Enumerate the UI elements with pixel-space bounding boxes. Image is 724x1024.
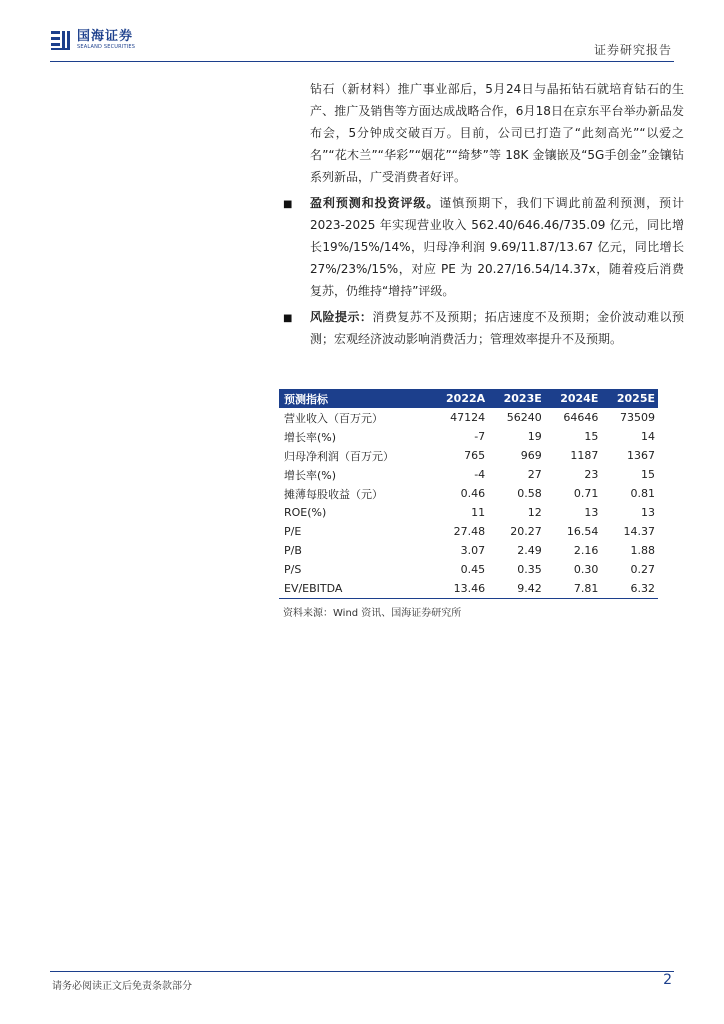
- table-row: [279, 427, 658, 446]
- row-label-cell: 归母净利润（百万元）: [284, 449, 394, 463]
- disclaimer-note: 请务必阅读正文后免责条款部分: [52, 981, 192, 992]
- value-cell: 23: [584, 468, 599, 481]
- value-cell: 12: [527, 506, 542, 519]
- value-cell: 13.46: [430, 579, 488, 599]
- row-label-cell: P/E: [284, 525, 302, 538]
- value-cell: 73509: [620, 411, 655, 424]
- table-header-cell: 预测指标: [279, 389, 430, 408]
- table-row: [279, 484, 658, 503]
- table-row: [279, 541, 658, 560]
- row-label-cell: 摊薄每股收益（元）: [284, 487, 383, 501]
- value-cell: 9.42: [488, 579, 545, 599]
- value-cell: -4: [474, 468, 486, 481]
- paragraph-earnings-forecast: [310, 192, 684, 302]
- table-row: [279, 503, 658, 522]
- table-header-cell: 2024E: [545, 389, 602, 408]
- risk-heading: 风险提示：: [310, 310, 373, 324]
- paragraph-product-launch: 钻石（新材料）推广事业部后，5月24日与晶拓钻石就培育钻石的生产、推广及销售等方面达成战略合作，6月18日在京东平台举办新品发布会，5分钟成交破百万。目前，公司已打造了“此刻高光”“以爱之名”“花木兰”“华彩”“姻花”“绮梦”等 18K 金镶嵌及“5G手创金”金镶钻系列新品，广受消费者好评。: [310, 82, 684, 184]
- value-cell: 64646: [563, 411, 599, 424]
- risk-body: 消费复苏不及预期；拓店速度不及预期；金价波动难以预测；宏观经济波动影响消费活力；管理效率提升不及预期。: [310, 310, 684, 346]
- value-cell: 13: [641, 506, 655, 519]
- page-header: [0, 0, 724, 62]
- forecast-table: [279, 389, 658, 599]
- value-cell: 1367: [627, 449, 655, 462]
- value-cell: 0.45: [460, 563, 486, 576]
- report-type-label: 证券研究报告: [593, 43, 672, 57]
- table-row: [279, 408, 658, 427]
- logo-icon: [50, 29, 72, 51]
- value-cell: 0.27: [630, 563, 655, 576]
- value-cell: 14: [641, 430, 655, 443]
- page-number: 2: [663, 972, 672, 988]
- value-cell: 27.48: [453, 525, 486, 538]
- value-cell: 0.71: [573, 487, 599, 500]
- value-cell: 6.32: [601, 579, 658, 599]
- row-label-cell: 营业收入（百万元）: [284, 411, 383, 425]
- footer-divider: [50, 971, 674, 972]
- table-header-cell: 2022A: [430, 389, 488, 408]
- value-cell: 0.35: [517, 563, 542, 576]
- company-logo: [50, 29, 135, 51]
- value-cell: 0.46: [460, 487, 486, 500]
- value-cell: 2.16: [573, 544, 599, 557]
- table-header-row: [279, 389, 658, 408]
- value-cell: 47124: [450, 411, 486, 424]
- value-cell: 0.81: [630, 487, 655, 500]
- table-header-cell: 2025E: [601, 389, 658, 408]
- value-cell: 15: [641, 468, 655, 481]
- value-cell: 11: [471, 506, 486, 519]
- table-row: [279, 465, 658, 484]
- value-cell: 3.07: [460, 544, 486, 557]
- logo-english-name: SEALAND SECURITIES: [77, 44, 136, 50]
- value-cell: 27: [527, 468, 542, 481]
- header-divider: [50, 61, 674, 62]
- value-cell: 14.37: [623, 525, 655, 538]
- value-cell: 7.81: [545, 579, 602, 599]
- value-cell: 765: [464, 449, 486, 462]
- table-row: [279, 560, 658, 579]
- table-row: [279, 446, 658, 465]
- row-label-cell: 增长率(%): [284, 468, 337, 482]
- value-cell: 56240: [506, 411, 542, 424]
- row-label-cell: EV/EBITDA: [279, 579, 430, 599]
- value-cell: -7: [474, 430, 486, 443]
- logo-chinese-name: 国海证券: [77, 29, 134, 44]
- value-cell: 0.30: [573, 563, 599, 576]
- bullet-square-icon: ■: [283, 199, 293, 210]
- table-row: [279, 522, 658, 541]
- value-cell: 19: [527, 430, 542, 443]
- table-source-note: 资料来源：Wind 资讯、国海证券研究所: [283, 608, 462, 619]
- value-cell: 16.54: [566, 525, 599, 538]
- table-row: [279, 579, 658, 599]
- forecast-heading: 盈利预测和投资评级。: [310, 196, 440, 210]
- value-cell: 15: [584, 430, 599, 443]
- bullet-square-icon: ■: [283, 313, 293, 324]
- value-cell: 0.58: [517, 487, 542, 500]
- row-label-cell: P/B: [284, 544, 302, 557]
- paragraph-risk-warning: [310, 306, 684, 350]
- table-header-cell: 2023E: [488, 389, 545, 408]
- row-label-cell: ROE(%): [284, 506, 327, 519]
- value-cell: 1.88: [630, 544, 655, 557]
- forecast-body: 谨慎预期下，我们下调此前盈利预测，预计2023-2025 年实现营业收入 562.40/646.46/735.09 亿元，同比增长19%/15%/14%，归母净利润 9.69/11.87/13.67 亿元，同比增长27%/23%/15%，对应 PE 为 20.27/16.54/14.37x，随着疫后消费复苏，仍维持“增持”评级。: [310, 196, 684, 298]
- value-cell: 969: [520, 449, 542, 462]
- value-cell: 20.27: [510, 525, 542, 538]
- value-cell: 1187: [570, 449, 599, 462]
- value-cell: 2.49: [517, 544, 542, 557]
- row-label-cell: 增长率(%): [284, 430, 337, 444]
- value-cell: 13: [584, 506, 599, 519]
- row-label-cell: P/S: [284, 563, 302, 576]
